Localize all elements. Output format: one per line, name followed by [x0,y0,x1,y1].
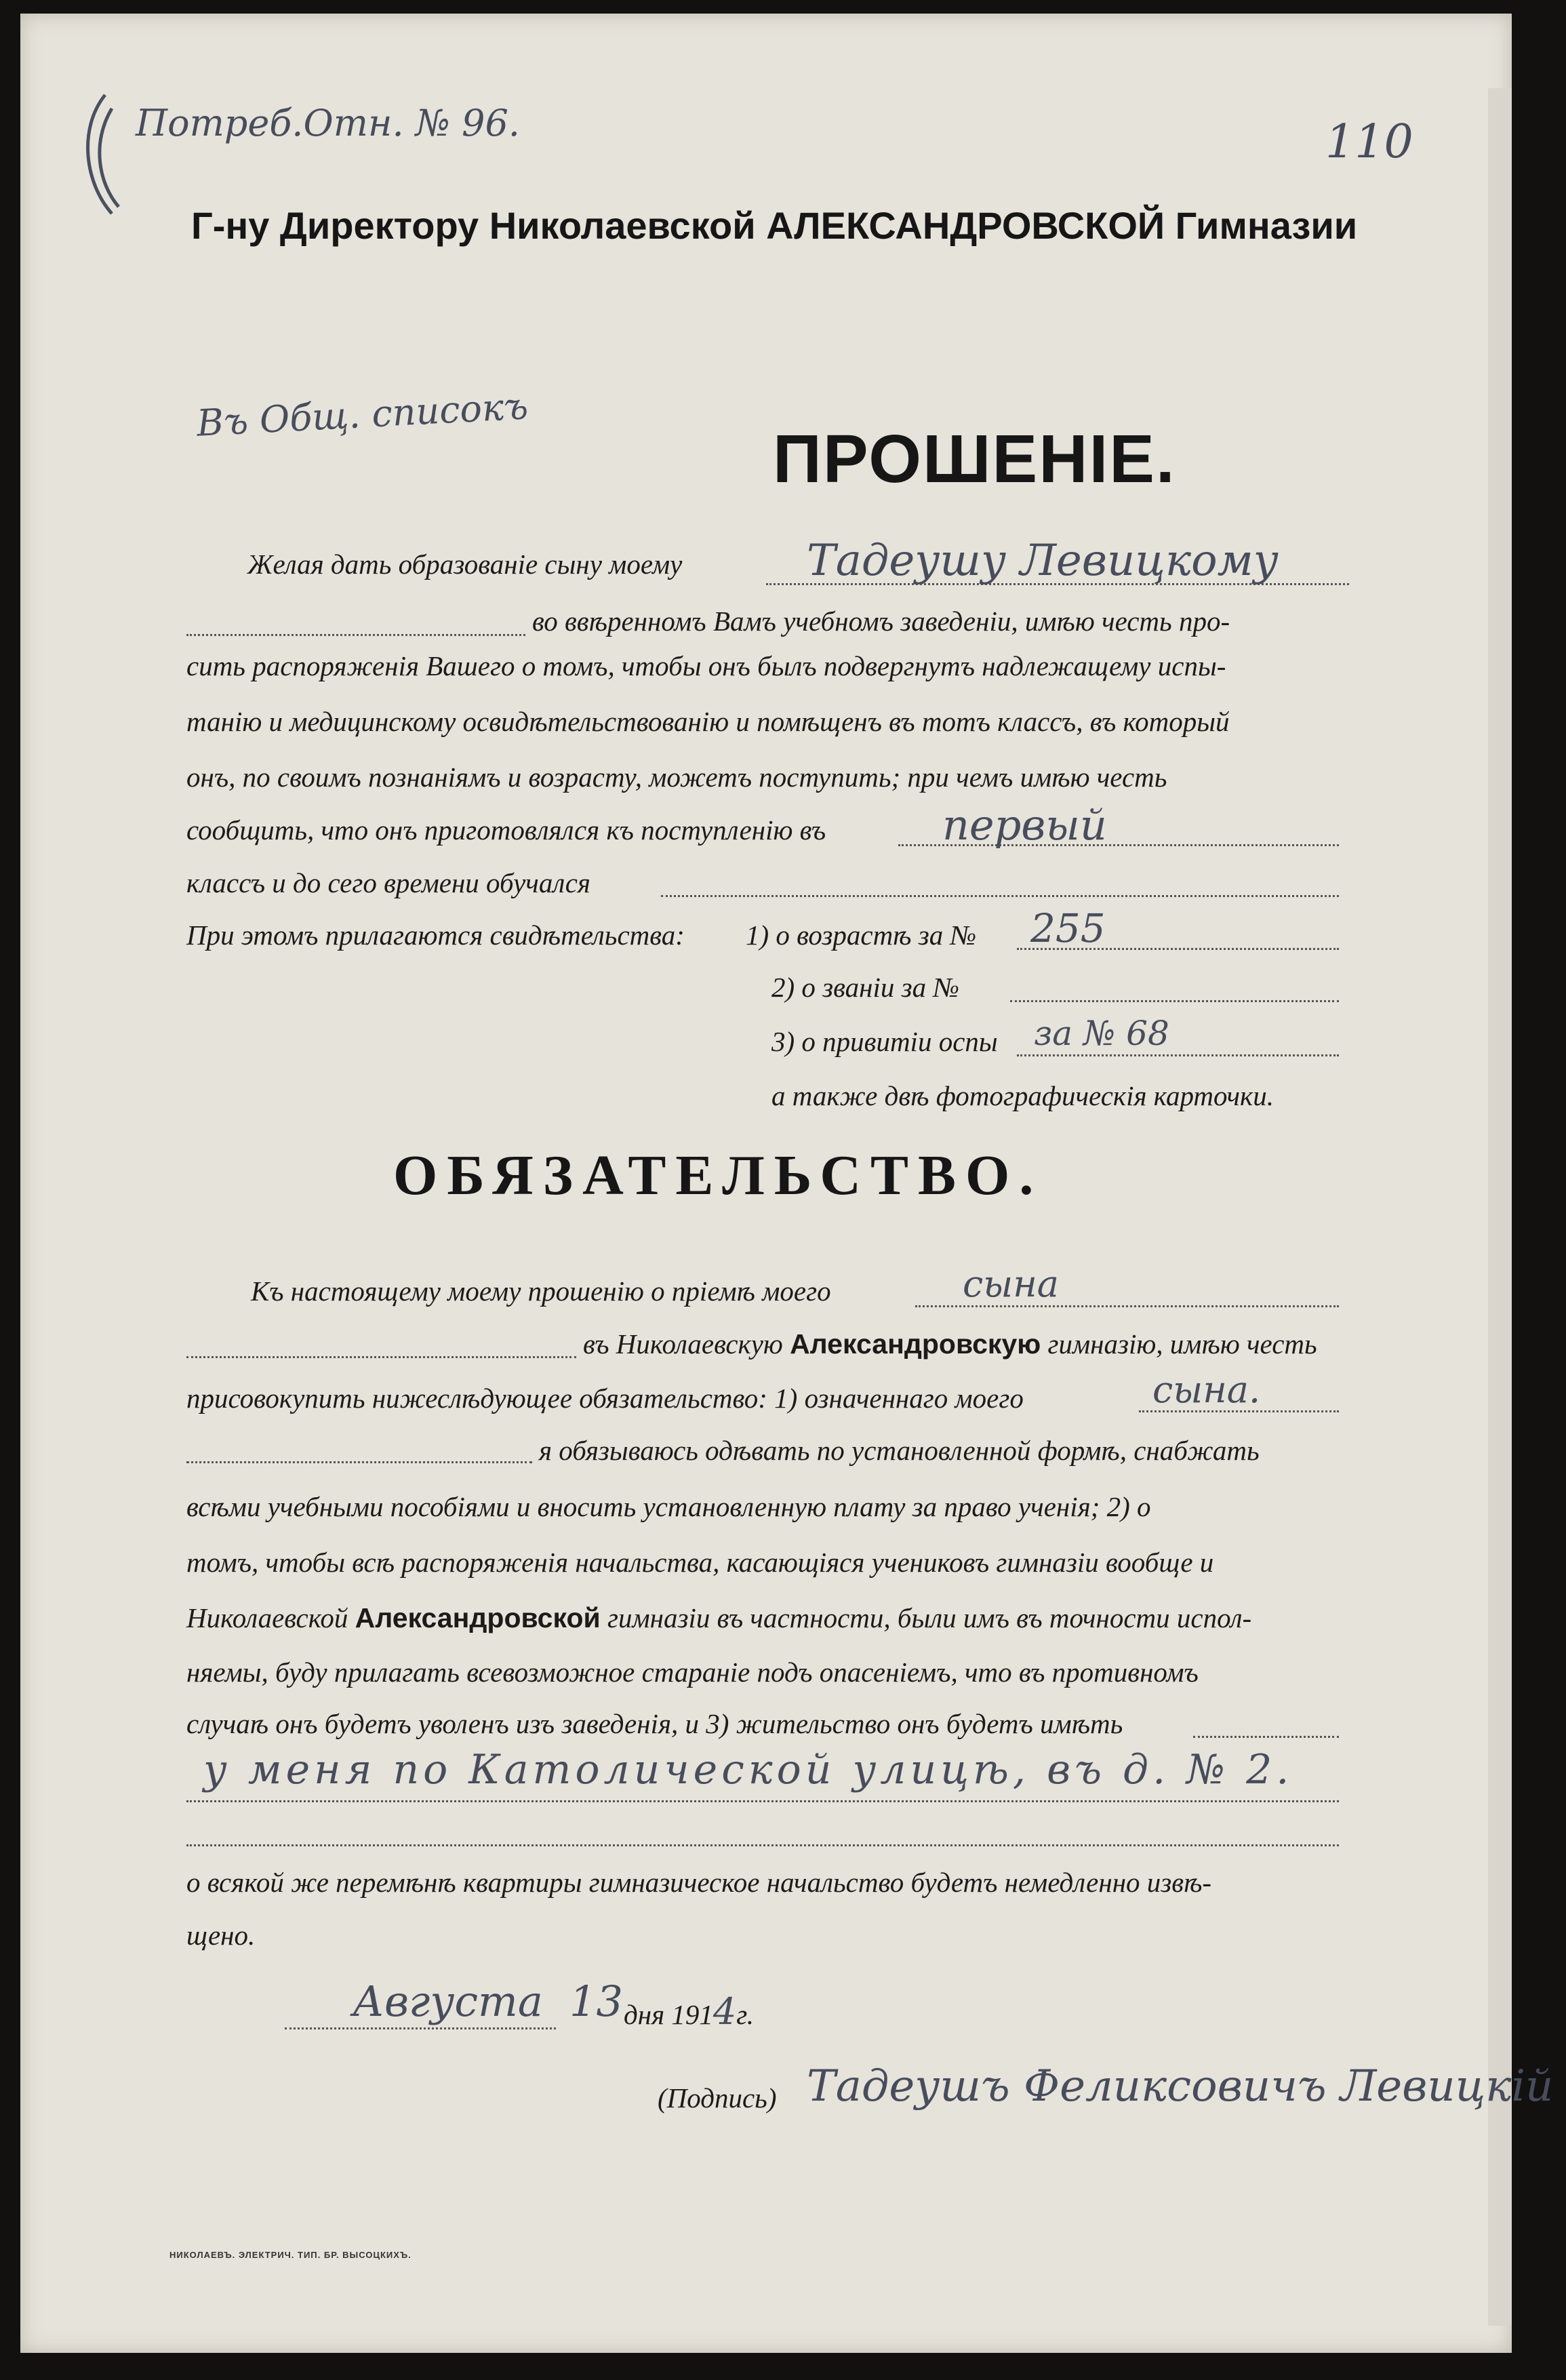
page-edge [1488,88,1512,2326]
petition-title: ПРОШЕНІЕ. [773,421,1176,497]
fill-line [915,1305,1339,1307]
margin-mark-icon [64,88,146,224]
fill-line [661,895,1339,897]
date-month: Августа [353,1977,543,2026]
attachment-photos: а также двѣ фотографическія карточки. [771,1080,1274,1111]
obligation-line-8: няемы, буду прилагать всевозможное стараніе подъ опасеніемъ, что въ противномъ [186,1657,1199,1688]
date-day: 13 [569,1977,623,2026]
fill-line [186,634,525,636]
obligation-line-5: всѣми учебными пособіями и вносить установленную плату за право ученія; 2) о [186,1491,1151,1522]
obligation-title: ОБЯЗАТЕЛЬСТВО. [393,1144,1043,1207]
obligation-line-11: щено. [186,1920,256,1951]
obligation-line-3: присовокупить нижеслѣдующее обязательство: 1) означеннаго моего [186,1383,1024,1414]
addressee-heading: Г-ну Директору Николаевской АЛЕКСАНДРОВСКОЙ Гимназии [191,204,1358,247]
fill-line [186,1356,576,1358]
attachment-rank: 2) о званіи за № [771,972,960,1003]
attachment-vaccination: 3) о привитіи оспы [771,1026,998,1057]
relation-value: сына [963,1263,1059,1305]
page-number-note: 110 [1325,115,1413,169]
fill-line [1017,1054,1339,1056]
fill-line [186,1800,1339,1802]
age-certificate-number: 255 [1030,905,1106,951]
fill-line [186,1844,1339,1846]
obligation-line-2: въ Николаевскую Александровскую гимназію, имѣю честь [583,1328,1317,1360]
address-value: у меня по Католической улицѣ, въ д. № 2. [203,1746,1293,1793]
vaccination-number: за № 68 [1034,1014,1169,1053]
relation-value-2: сына. [1152,1368,1261,1411]
date-year-digit: 4 [712,1990,737,2033]
printer-imprint: НИКОЛАЕВЪ. ЭЛЕКТРИЧ. ТИП. БР. ВЫСОЦКИХЪ. [169,2250,411,2260]
fill-line [285,2027,556,2029]
class-value: первый [942,800,1107,850]
petition-line-2: во ввѣренномъ Вамъ учебномъ заведеніи, имѣю честь про- [532,606,1230,637]
attachment-age: 1) о возрастѣ за № [746,919,977,951]
petition-line-1: Желая дать образованіе сыну моему [247,549,683,580]
petition-line-4: танію и медицинскому освидѣтельствованію и помѣщенъ въ тотъ классъ, въ который [186,706,1230,737]
fill-line [1010,1000,1339,1002]
obligation-line-4: я обязываюсь одѣвать по установленной формѣ, снабжать [539,1435,1260,1466]
list-note: Въ Общ. списокъ [195,384,529,445]
petition-line-7: классъ и до сего времени обучался [186,867,590,898]
obligation-line-9: случаѣ онъ будетъ уволенъ изъ заведенія, и 3) жительство онъ будетъ имѣть [186,1708,1123,1739]
fill-line [186,1461,532,1463]
son-name: Тадеушу Левицкому [807,536,1279,586]
obligation-line-6: томъ, чтобы всѣ распоряженія начальства, касающіяся учениковъ гимназіи вообще и [186,1547,1214,1578]
fill-line [1193,1736,1339,1738]
obligation-line-7: Николаевской Александровской гимназіи въ частности, были имъ въ точности испол- [186,1602,1252,1633]
signature-label: (Подпись) [658,2082,777,2114]
obligation-line-1: Къ настоящему моему прошенію о пріемѣ моего [251,1275,831,1307]
date-text: дня 1914г. [624,1990,754,2033]
petition-line-3: сить распоряженія Вашего о томъ, чтобы онъ былъ подвергнутъ надлежащему испы- [186,650,1226,681]
signature-value: Тадеушъ Феликсовичъ Левицкій [807,2061,1554,2111]
petition-line-5: онъ, по своимъ познаніямъ и возрасту, можетъ поступить; при чемъ имѣю честь [186,761,1167,793]
obligation-line-10: о всякой же перемѣнѣ квартиры гимназическое начальство будетъ немедленно извѣ- [186,1867,1212,1898]
attachments-intro: При этомъ прилагаются свидѣтельства: [186,919,685,951]
petition-line-6: сообщить, что онъ приготовлялся къ поступленію въ [186,814,826,846]
archive-number-note: Потреб.Отн. № 96. [136,102,520,144]
